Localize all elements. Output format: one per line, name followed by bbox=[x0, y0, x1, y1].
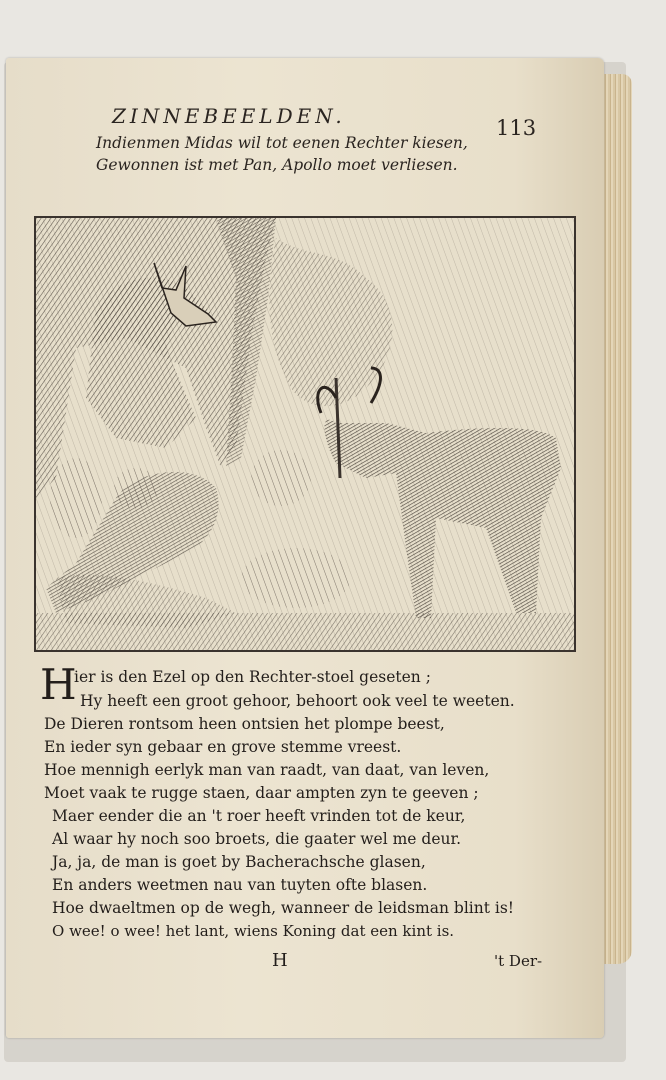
running-title: ZINNEBEELDEN. bbox=[112, 104, 346, 128]
motto-line: Indienmen Midas wil tot eenen Rechter kiesen, bbox=[96, 134, 468, 152]
emblem-engraving bbox=[34, 216, 576, 652]
poem-line: En anders weetmen nau van tuyten ofte blasen. bbox=[52, 876, 428, 894]
page-number: 113 bbox=[496, 116, 537, 140]
signature-mark: H bbox=[272, 950, 288, 971]
poem-line: O wee! o wee! het lant, wiens Koning dat een kint is. bbox=[52, 922, 455, 940]
poem-line: Moet vaak te rugge staen, daar ampten zyn te geeven ; bbox=[44, 784, 479, 802]
poem-line: Al waar hy noch soo broets, die gaater wel me deur. bbox=[52, 830, 462, 848]
poem-line: Hoe mennigh eerlyk man van raadt, van daat, van leven, bbox=[44, 761, 490, 779]
poem-line: Ja, ja, de man is goet by Bacherachsche glasen, bbox=[52, 853, 426, 871]
poem-line: Hy heeft een groot gehoor, behoort ook veel te weeten. bbox=[80, 692, 515, 710]
poem-line: Maer eender die an 't roer heeft vrinden tot de keur, bbox=[52, 807, 466, 825]
poem-line: De Dieren rontsom heen ontsien het plompe beest, bbox=[44, 715, 445, 733]
catchword: 't Der- bbox=[494, 952, 543, 970]
drop-cap: H bbox=[40, 660, 77, 709]
poem-line: ier is den Ezel op den Rechter-stoel geseten ; bbox=[74, 668, 431, 686]
poem-line: Hoe dwaeltmen op de wegh, wanneer de leidsman blint is! bbox=[52, 899, 515, 917]
motto-line: Gewonnen ist met Pan, Apollo moet verliesen. bbox=[96, 156, 458, 174]
poem-line: En ieder syn gebaar en grove stemme vreest. bbox=[44, 738, 402, 756]
